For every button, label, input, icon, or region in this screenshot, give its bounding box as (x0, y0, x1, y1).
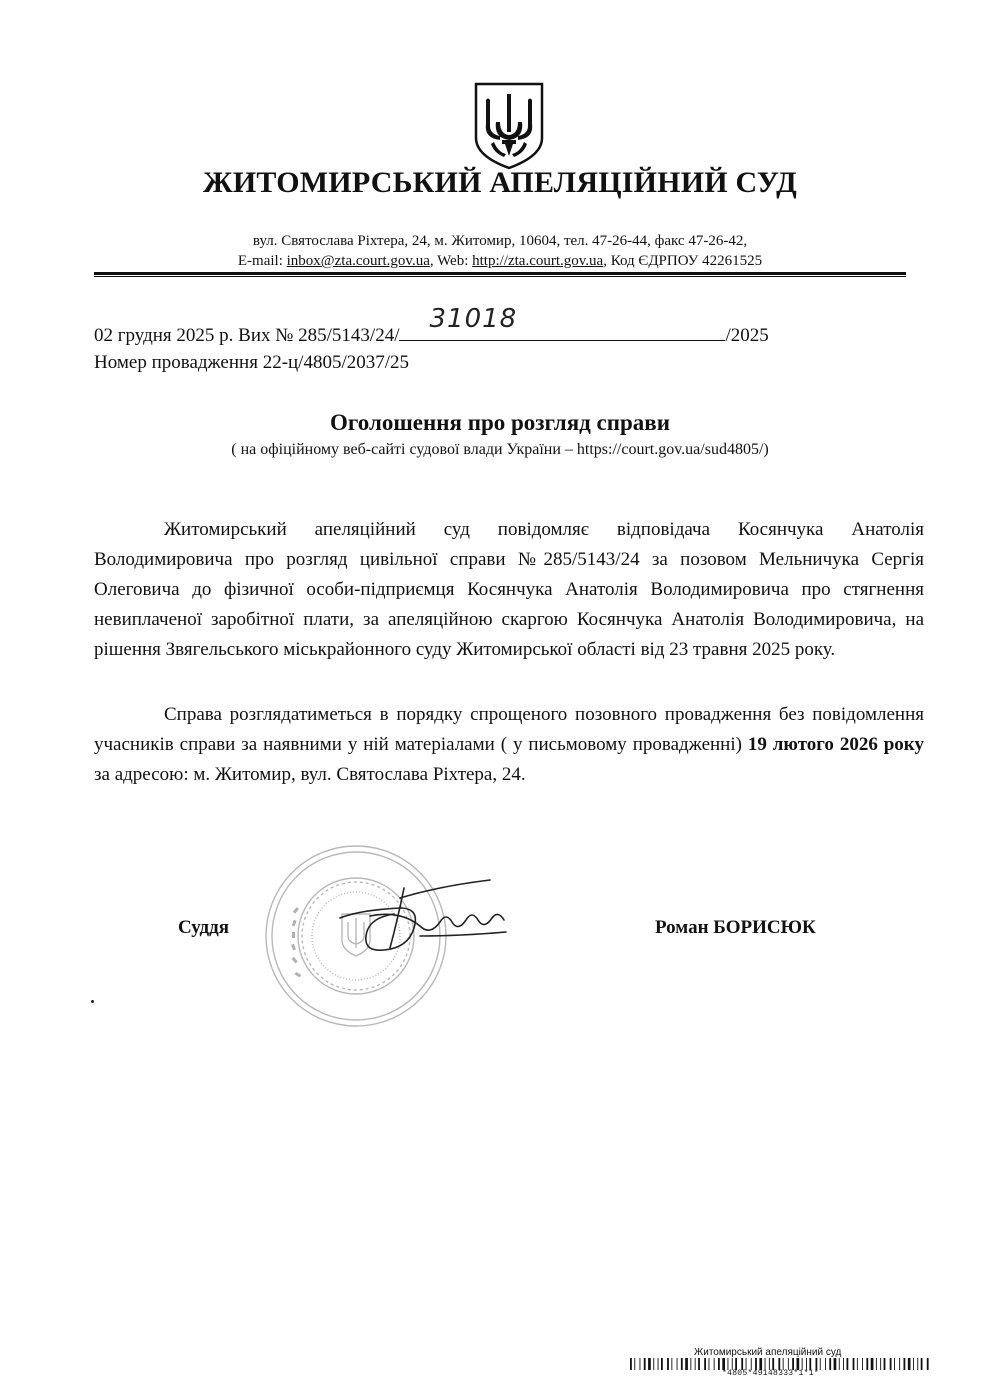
court-address: вул. Святослава Ріхтера, 24, м. Житомир, 10604, тел. 47-26-44, факс 47-26-42, (252, 233, 748, 249)
announcement-title: Оголошення про розгляд справи (330, 410, 670, 435)
judge-signature (330, 878, 520, 968)
body-paragraph-1: Житомирський апеляційний суд повідомляє відповідача Косянчука Анатолія Володимировича про розгляд цивільної справи №285/5143/24 за позовом Мельничука Сергія Олеговича до фізичної особи-підприємця Косянчука Анатолія Володимировича про стягнення невиплаченої заробітної плати, за апеляційною скаргою Косянчука Анатолія Володимировича, на рішення Звягельського міськрайонного суду Житомирської області від 23 травня 2025 року. (94, 519, 924, 660)
web-link[interactable]: http://zta.court.gov.ua (472, 253, 604, 269)
court-email-web: E-mail: inbox@zta.court.gov.ua, Web: http://zta.court.gov.ua, Код ЄДРПОУ 42261525 (237, 253, 763, 269)
email-link[interactable]: inbox@zta.court.gov.ua (286, 253, 430, 269)
document-meta (94, 304, 769, 376)
outgoing-number-line: 02 грудня 2025 р. Вих № 285/5143/24/ 31018 /2025 (94, 304, 769, 346)
footer-court-name: Житомирський апеляційний суд (694, 1347, 842, 1358)
header-divider (94, 272, 906, 275)
court-contacts (0, 231, 1000, 271)
judge-label: Суддя (178, 917, 230, 938)
barcode-text: *4805*49148333*1*1* (722, 1369, 819, 1378)
body-paragraph-2: Справа розглядатиметься в порядку спрощеного позовного провадження без повідомлення учасників справи за наявними у ній матеріалами ( у письмовому провадженні) 19 лютого 2026 року за адресою: м. Житомир, вул. Святослава Ріхтера, 24. (94, 704, 924, 785)
trident-icon (472, 82, 546, 170)
proceeding-number: Номер провадження 22-ц/4805/2037/25 (94, 352, 410, 373)
scan-speck (91, 1000, 94, 1003)
court-name: ЖИТОМИРСЬКИЙ АПЕЛЯЦІЙНИЙ СУД (203, 166, 797, 199)
judge-name: Роман БОРИСЮК (655, 917, 816, 938)
handwritten-number: 31018 (429, 304, 518, 334)
announcement-subtitle: ( на офіційному веб-сайті судової влади України – https://court.gov.ua/sud4805/) (231, 441, 769, 458)
outgoing-number-field (399, 304, 725, 341)
header-divider-thin (94, 276, 906, 277)
hearing-date: 19 лютого 2026 року (747, 734, 924, 755)
